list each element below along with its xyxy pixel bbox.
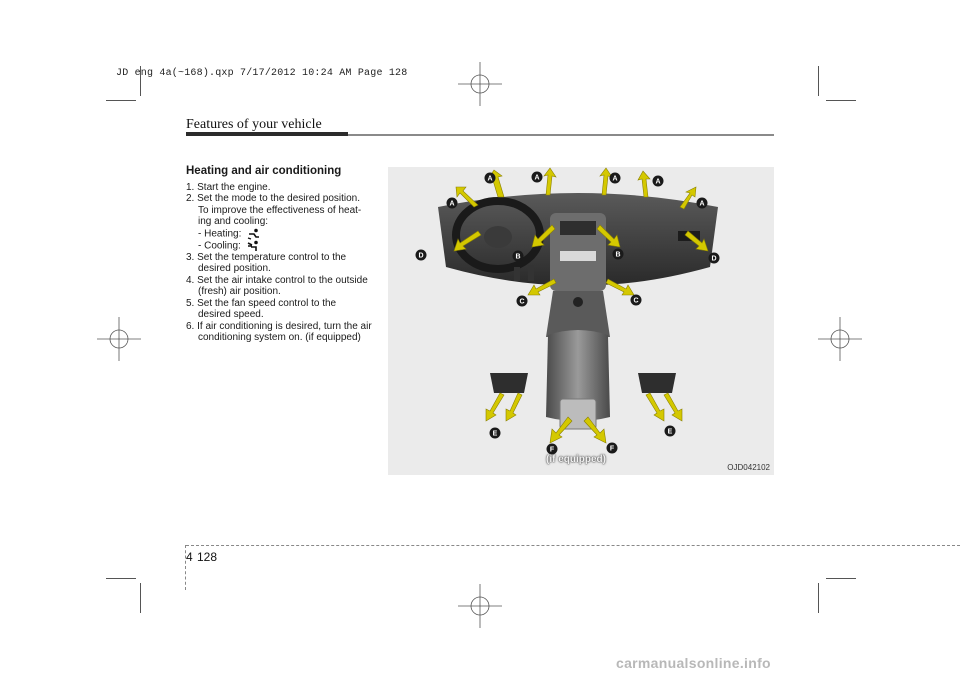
arrow-e [506,393,522,421]
svg-text:E: E [667,428,673,436]
arrow-e [664,393,682,421]
crop-mark [826,578,856,579]
svg-text:A: A [612,175,618,183]
control-panel-shape [560,251,596,261]
instructions-column [186,166,374,344]
step-item-cont: conditioning system on. (if equipped) [198,332,361,344]
header-rule [186,132,348,136]
step-note: To improve the effectiveness of heat- [198,204,362,216]
step-item-cont: desired position. [198,263,271,275]
svg-text:F: F [609,445,615,453]
label-badge [709,253,720,264]
svg-text:D: D [418,252,424,260]
label-badge [532,172,543,183]
step-item: 3. Set the temperature control to the [186,251,347,263]
svg-text:A: A [534,174,540,182]
crop-mark [106,100,136,101]
section-heading: Heating and air conditioning [186,165,342,177]
crop-mark [106,578,136,579]
label-badge [607,443,618,454]
label-badge [653,176,664,187]
arrow-a [638,171,650,197]
steering-hub-shape [484,226,512,248]
svg-text:D: D [711,255,717,263]
cooling-line [186,240,374,252]
svg-text:A: A [699,200,705,208]
heating-line [186,228,374,240]
svg-text:A: A [487,175,493,183]
label-badge [447,198,458,209]
arrow-e [486,393,504,421]
arrow-a [544,168,556,195]
label-badge [416,250,427,261]
display-shape [560,221,596,235]
step-note: ing and cooling: [198,216,269,227]
svg-text:B: B [615,251,621,259]
label-badge [485,173,496,184]
label-badge [547,444,558,455]
right-footwell-vent-shape [638,373,676,393]
step-item: 1. Start the engine. [186,181,271,193]
svg-text:C: C [519,298,525,306]
chapter-number: 4 [186,550,193,564]
label-badge [697,198,708,209]
label-badge [513,251,524,262]
svg-text:A: A [449,200,455,208]
figure-code: OJD042102 [727,463,770,472]
registration-mark-icon [458,584,502,628]
if-equipped-note: (if equipped) [546,454,606,465]
arrow-e [646,393,664,421]
crop-mark [826,100,856,101]
page-header-title: Features of your vehicle [186,117,322,132]
page-number: 128 [197,550,218,564]
step-item-cont: (fresh) air position. [198,286,281,298]
label-badge [610,173,621,184]
left-footwell-vent-shape [490,373,528,393]
step-item: 5. Set the fan speed control to the [186,297,337,309]
cooling-label: - Cooling: [198,240,241,252]
heating-mode-icon [247,228,261,240]
label-badge [631,295,642,306]
header-rule-thin [348,134,774,136]
label-badge [517,296,528,307]
heating-label: - Heating: [198,228,242,240]
vent-airflow-figure [388,167,774,475]
step-item-cont: desired speed. [198,309,264,321]
registration-mark-icon [97,317,141,361]
registration-mark-icon [818,317,862,361]
label-badge [665,426,676,437]
dashboard-illustration [388,167,774,475]
svg-text:C: C [633,297,639,305]
svg-text:E: E [492,430,498,438]
footer-rule [186,545,960,546]
cooling-mode-icon [247,240,261,252]
svg-text:A: A [655,178,661,186]
watermark: carmanualsonline.info [616,655,771,671]
step-item: 2. Set the mode to the desired position. [186,193,360,204]
label-badge [613,249,624,260]
svg-text:B: B [515,253,521,261]
crop-mark [818,583,819,613]
print-slug: JD eng 4a(~168).qxp 7/17/2012 10:24 AM Page 128 [116,68,408,79]
crop-mark [140,583,141,613]
step-item: 4. Set the air intake control to the outside [186,274,368,286]
crop-mark [818,66,819,96]
svg-text:F: F [549,446,555,454]
label-badge [490,428,501,439]
registration-mark-icon [458,62,502,106]
arrow-a [600,168,612,195]
step-item: 6. If air conditioning is desired, turn the air [186,320,372,332]
gear-knob-shape [573,297,583,307]
